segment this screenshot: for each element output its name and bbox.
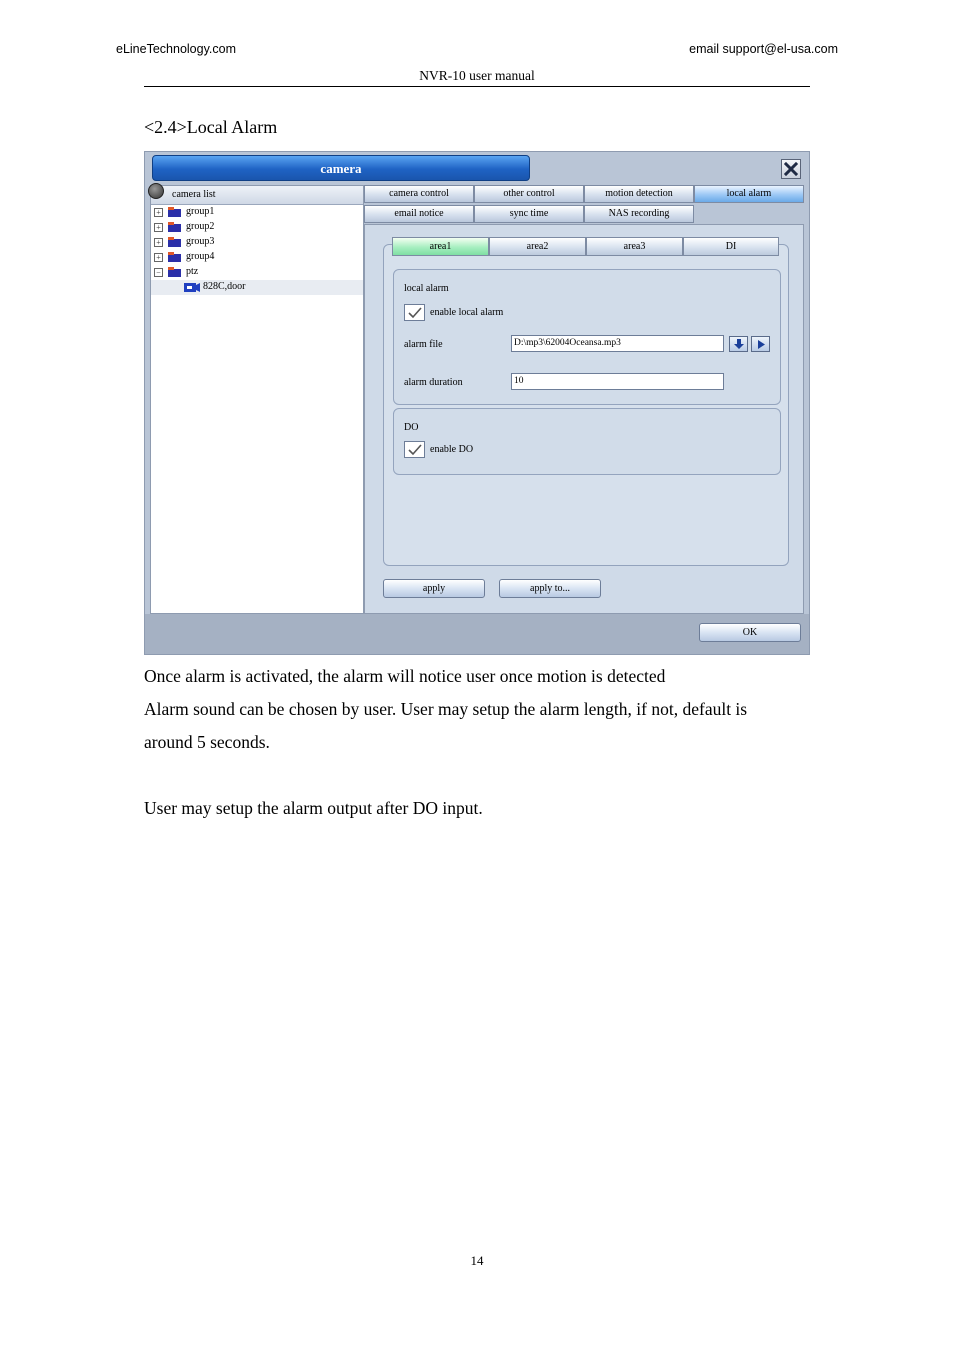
- tab-camera-control[interactable]: camera control: [364, 185, 474, 203]
- local-alarm-panel: [364, 224, 804, 614]
- expand-icon[interactable]: +: [154, 253, 163, 262]
- tree-item-label: ptz: [186, 266, 199, 277]
- tab-nas-recording[interactable]: NAS recording: [584, 205, 694, 223]
- camera-dialog: [144, 151, 810, 655]
- tab-motion-detection[interactable]: motion detection: [584, 185, 694, 203]
- close-button[interactable]: [781, 159, 801, 179]
- tab-di[interactable]: DI: [683, 237, 779, 256]
- tree-item-group3[interactable]: [151, 235, 363, 250]
- collapse-icon[interactable]: −: [154, 268, 163, 277]
- expand-icon[interactable]: +: [154, 223, 163, 232]
- play-icon: [756, 339, 766, 350]
- tab-sync-time[interactable]: sync time: [474, 205, 584, 223]
- status-circle-icon: [148, 183, 164, 199]
- camera-list-header: [151, 186, 363, 205]
- browse-button[interactable]: [729, 336, 748, 352]
- folder-camera-icon: [168, 267, 181, 277]
- tree-item-label: group4: [186, 251, 215, 262]
- play-button[interactable]: [751, 336, 770, 352]
- header-manual-title: NVR-10 user manual: [419, 68, 535, 83]
- paragraph-3: around 5 seconds.: [144, 732, 270, 752]
- alarm-file-field[interactable]: D:\mp3\62004Oceansa.mp3: [511, 335, 724, 352]
- enable-local-alarm-label: enable local alarm: [430, 307, 504, 318]
- camera-list-header-label: camera list: [172, 189, 216, 200]
- enable-do-checkbox[interactable]: [404, 441, 425, 458]
- checkmark-icon: [405, 305, 424, 320]
- tab-email-notice[interactable]: email notice: [364, 205, 474, 223]
- folder-camera-icon: [168, 207, 181, 217]
- page-number: 14: [470, 1253, 484, 1268]
- paragraph-4: User may setup the alarm output after DO input.: [144, 798, 483, 818]
- tree-item-group1[interactable]: [151, 205, 363, 220]
- camera-list-panel: [150, 185, 364, 614]
- tree-item-camera[interactable]: [151, 280, 363, 295]
- tab-other-control[interactable]: other control: [474, 185, 584, 203]
- tree-item-ptz[interactable]: [151, 265, 363, 280]
- enable-do-label: enable DO: [430, 444, 474, 455]
- folder-camera-icon: [168, 222, 181, 232]
- checkmark-icon: [405, 442, 424, 457]
- close-icon: [784, 162, 798, 176]
- paragraph-2: Alarm sound can be chosen by user. User may setup the alarm length, if not, default is: [144, 699, 748, 719]
- camera-icon: [184, 283, 200, 292]
- header-rule: [144, 86, 810, 87]
- expand-icon[interactable]: +: [154, 238, 163, 247]
- tab-area1[interactable]: area1: [392, 237, 489, 256]
- do-group: [393, 408, 781, 475]
- tab-area3[interactable]: area3: [586, 237, 683, 256]
- do-group-title: DO: [404, 422, 419, 433]
- tree-item-label: 828C,door: [203, 281, 246, 292]
- paragraph-1: Once alarm is activated, the alarm will notice user once motion is detected: [144, 666, 666, 686]
- ok-button[interactable]: OK: [699, 623, 801, 642]
- header-email: email support@el-usa.com: [689, 42, 838, 56]
- tree-item-label: group2: [186, 221, 215, 232]
- tree-item-label: group3: [186, 236, 215, 247]
- tree-item-group4[interactable]: [151, 250, 363, 265]
- header-website: eLineTechnology.com: [116, 42, 236, 56]
- alarm-duration-field[interactable]: 10: [511, 373, 724, 390]
- tree-item-label: group1: [186, 206, 215, 217]
- local-alarm-group-title: local alarm: [404, 283, 449, 294]
- alarm-duration-label: alarm duration: [404, 377, 463, 388]
- local-alarm-group: [393, 269, 781, 405]
- enable-local-alarm-checkbox[interactable]: [404, 304, 425, 321]
- folder-camera-icon: [168, 237, 181, 247]
- tab-area2[interactable]: area2: [489, 237, 586, 256]
- folder-camera-icon: [168, 252, 181, 262]
- section-title: <2.4>Local Alarm: [144, 117, 278, 137]
- dialog-title: camera: [152, 155, 530, 181]
- tree-item-group2[interactable]: [151, 220, 363, 235]
- expand-icon[interactable]: +: [154, 208, 163, 217]
- apply-to-button[interactable]: apply to...: [499, 579, 601, 598]
- alarm-file-label: alarm file: [404, 339, 443, 350]
- tab-local-alarm[interactable]: local alarm: [694, 185, 804, 203]
- apply-button[interactable]: apply: [383, 579, 485, 598]
- download-arrow-icon: [733, 338, 745, 350]
